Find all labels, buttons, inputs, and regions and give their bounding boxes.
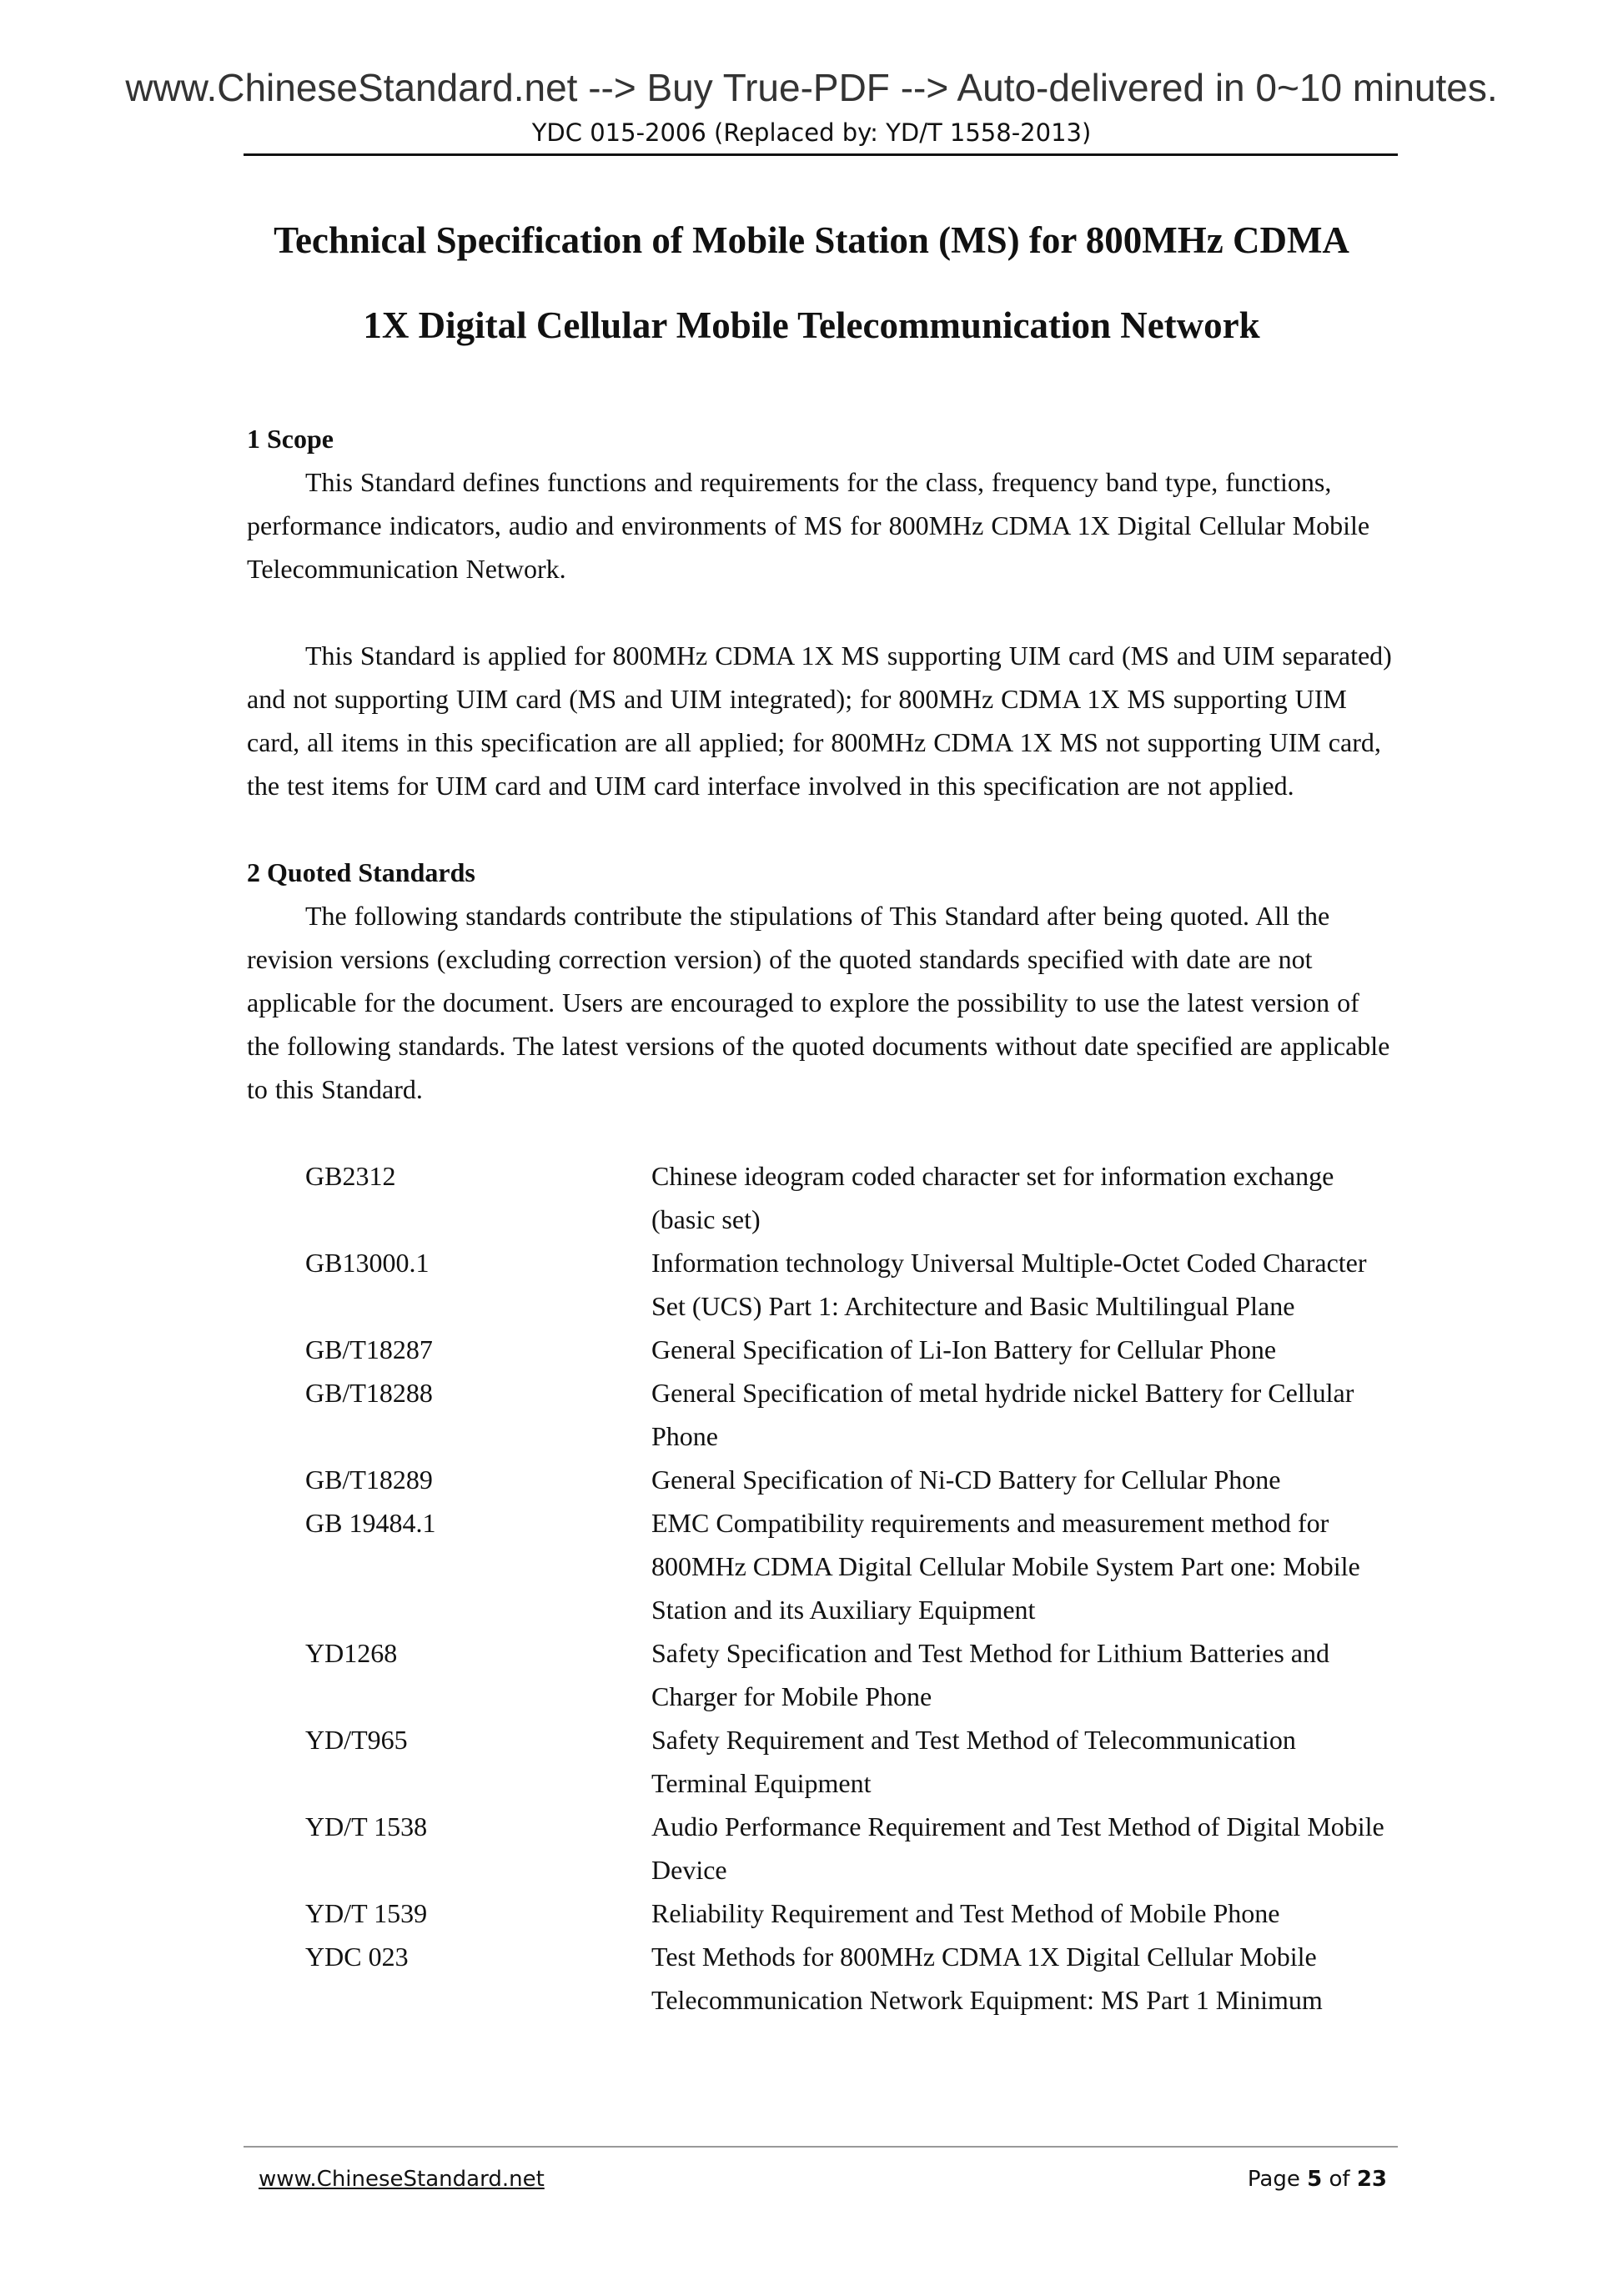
reference-title: Test Methods for 800MHz CDMA 1X Digital Cellular Mobile Telecommunication Network Equipment: MS Part 1 Minimum [651,1942,1323,2015]
paragraph-spacer [247,590,1398,634]
reference-row [247,1718,1398,1805]
scope-paragraph-1: This Standard defines functions and requirements for the class, frequency band type, functions, performance indicators, audio and environments of MS for 800MHz CDMA 1X Digital Cellular Mobile Telecommunication Network. [247,467,1370,584]
page-number [1248,2167,1387,2192]
page-label: Page [1247,2167,1308,2192]
page-total: 23 [1356,2167,1387,2192]
reference-title: EMC Compatibility requirements and measurement method for 800MHz CDMA Digital Cellular Mobile System Part one: Mobile Station and its Auxiliary Equipment [651,1508,1360,1625]
section-heading-scope: 1 Scope [247,424,334,454]
document-body [247,417,1398,2022]
reference-code: GB2312 [305,1161,396,1191]
reference-code: YDC 023 [305,1942,409,1972]
document-title-line-1: Technical Specification of Mobile Station (MS) for 800MHz CDMA [274,219,1349,261]
reference-list [247,1154,1398,2022]
reference-title: Chinese ideogram coded character set for information exchange (basic set) [651,1161,1334,1234]
reference-code: GB/T18287 [305,1334,433,1364]
reference-code: YD/T 1539 [305,1898,428,1928]
reference-code: YD/T965 [305,1725,408,1755]
reference-row [247,1241,1398,1328]
reference-title: Safety Requirement and Test Method of Telecommunication Terminal Equipment [651,1725,1296,1798]
header-divider [244,153,1398,156]
reference-code: YD/T 1538 [305,1811,428,1841]
footer-divider [244,2146,1398,2148]
reference-row [247,1371,1398,1458]
reference-row [247,1154,1398,1241]
reference-row [247,1631,1398,1718]
reference-code: YD1268 [305,1638,398,1668]
footer-website-link[interactable]: www.ChineseStandard.net [259,2167,545,2192]
running-header: YDC 015-2006 (Replaced by: YD/T 1558-2013) [531,118,1092,147]
page-of-label: of [1322,2167,1357,2192]
reference-code: GB13000.1 [305,1248,430,1278]
top-banner-link[interactable]: www.ChineseStandard.net --> Buy True-PDF --> Auto-delivered in 0~10 minutes. [125,66,1498,109]
reference-row [247,1458,1398,1501]
reference-code: GB/T18288 [305,1378,433,1408]
section-heading-quoted-standards: 2 Quoted Standards [247,857,475,887]
reference-code: GB/T18289 [305,1465,433,1495]
page-current: 5 [1307,2167,1323,2192]
reference-code: GB 19484.1 [305,1508,436,1538]
reference-row [247,1892,1398,1935]
reference-row [247,1935,1398,2022]
reference-title: Safety Specification and Test Method for Lithium Batteries and Charger for Mobile Phone [651,1638,1329,1711]
reference-title: Information technology Universal Multiple-Octet Coded Character Set (UCS) Part 1: Architecture and Basic Multilingual Plane [651,1248,1367,1321]
reference-title: General Specification of Ni-CD Battery for Cellular Phone [651,1465,1281,1495]
reference-row [247,1805,1398,1892]
scope-paragraph-2: This Standard is applied for 800MHz CDMA 1X MS supporting UIM card (MS and UIM separated) and not supporting UIM card (MS and UIM integrated); for 800MHz CDMA 1X MS supporting UIM card, all items in this specification are all applied; for 800MHz CDMA 1X MS not supporting UIM card, the test items for UIM card and UIM card interface involved in this specification are not applied. [247,641,1392,801]
reference-title: General Specification of Li-Ion Battery for Cellular Phone [651,1334,1277,1364]
paragraph-spacer [247,807,1398,851]
reference-row [247,1328,1398,1371]
reference-title: General Specification of metal hydride nickel Battery for Cellular Phone [651,1378,1354,1451]
document-title-line-2: 1X Digital Cellular Mobile Telecommunication Network [363,304,1260,346]
reference-title: Audio Performance Requirement and Test Method of Digital Mobile Device [651,1811,1384,1885]
reference-title: Reliability Requirement and Test Method of Mobile Phone [651,1898,1280,1928]
quoted-standards-paragraph: The following standards contribute the stipulations of This Standard after being quoted. All the revision versions (excluding correction version) of the quoted standards specified with date are not applicable for the document. Users are encouraged to explore the possibility to use the latest version of the following standards. The latest versions of the quoted documents without date specified are applicable to this Standard. [247,901,1390,1104]
reference-row [247,1501,1398,1631]
